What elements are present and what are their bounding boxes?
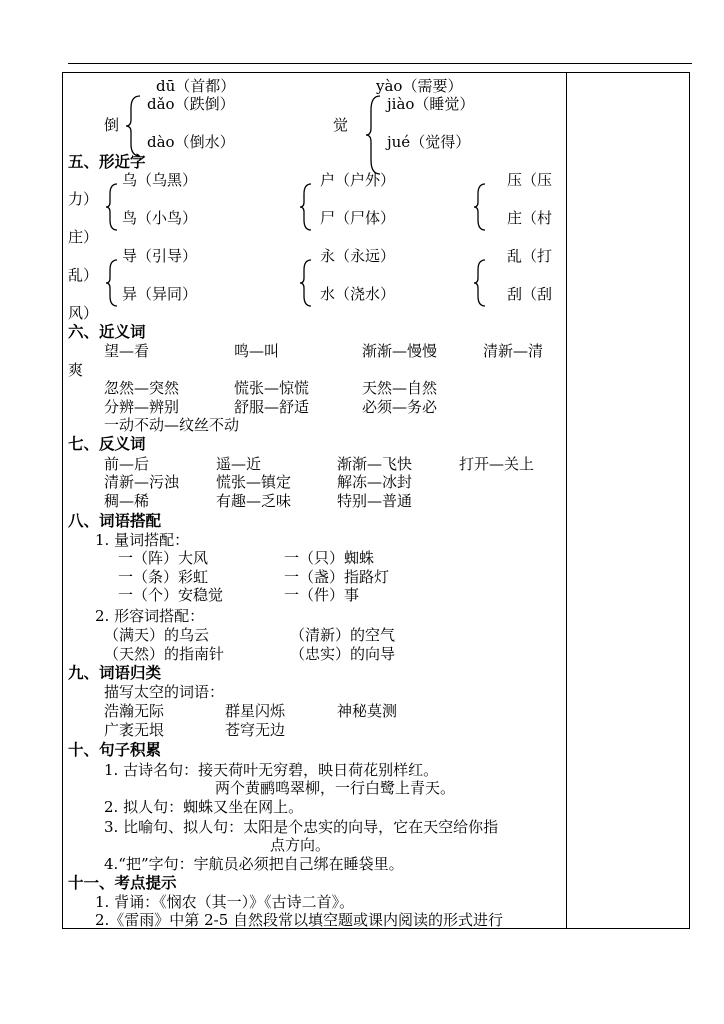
table-column-divider [566,72,567,929]
header-rule [68,63,692,64]
section-7-title: 七、反义词 [68,435,146,453]
adjective-1: （满天）的乌云 [104,626,210,644]
similar-tail2: 风） [68,304,99,322]
antonym-3: 渐渐—飞快 [337,455,413,473]
polyphone-dao4: dào（倒水） [147,133,235,151]
similar-lead1: 力） [68,190,99,208]
similar-b1: 户（户外） [320,171,396,189]
antonym-6: 慌张—镇定 [216,473,292,491]
polyphone-jue: jué（觉得） [387,133,471,151]
antonym-5: 清新—污浊 [104,473,180,491]
measure-word-3: 一（条）彩虹 [118,568,209,586]
space-word-2: 群星闪烁 [225,702,286,720]
exam-point-2: 2.《雷雨》中第 2-5 自然段常以填空题或课内阅读的形式进行 [95,911,504,929]
antonym-4: 打开—关上 [459,455,535,473]
synonym-5: 忽然—突然 [104,379,180,397]
adjective-2: （清新）的空气 [290,626,396,644]
brace-similar-b [298,182,314,232]
sentence-2: 2. 拟人句：蜘蛛又坐在网上。 [104,798,304,816]
sentence-4: 4.“把”字句：宇航员必须把自己绑在睡袋里。 [104,855,404,873]
antonym-9: 有趣—乏味 [216,492,292,510]
table-right-border [689,72,690,929]
section-5-title: 五、形近字 [68,153,146,171]
measure-word-heading: 1. 量词搭配： [95,531,190,549]
polyphone-jiao: jiào（睡觉） [387,95,475,113]
synonym-1: 望—看 [104,342,150,360]
synonym-6: 慌张—惊慌 [234,379,310,397]
adjective-4: （忠实）的向导 [290,645,396,663]
measure-word-2: 一（只）蜘蛛 [284,549,375,567]
exam-point-1: 1. 背诵：《悯农（其一）》《古诗二首》。 [95,893,355,911]
table-top-border [62,72,690,73]
adjective-heading: 2. 形容词搭配： [95,607,205,625]
synonym-2: 鸣—叫 [234,342,280,360]
section-11-title: 十一、考点提示 [68,874,177,892]
brace-similar-c [472,182,488,232]
antonym-8: 稠—稀 [104,492,150,510]
sentence-1: 1. 古诗名句：接天荷叶无穷碧，映日荷花别样红。 [104,761,439,779]
similar-c4: 刮（刮 [507,285,553,303]
section-6-title: 六、近义词 [68,323,146,341]
adjective-3: （天然）的指南针 [104,645,225,663]
space-word-3: 神秘莫测 [337,702,398,720]
synonym-4: 清新—清 [483,342,544,360]
polyphone-yao: yào（需要） [376,77,463,95]
synonym-4-wrap: 爽 [68,361,84,379]
measure-word-5: 一（个）安稳觉 [118,586,224,604]
measure-word-4: 一（盏）指路灯 [284,568,390,586]
space-word-5: 苍穹无边 [225,721,286,739]
synonym-8: 分辨—辨别 [104,398,180,416]
section-9-title: 九、词语归类 [68,664,162,682]
table-left-border [62,72,63,929]
brace-jue [364,94,384,176]
sentence-3b: 点方向。 [270,836,331,854]
similar-b3: 永（永远） [320,247,396,265]
space-words-heading: 描写太空的词语： [104,683,225,701]
brace-similar-d [104,258,120,308]
section-8-title: 八、词语搭配 [68,512,162,530]
polyphone-dao3: dǎo（跌倒） [147,95,235,113]
synonym-11: 一动不动—纹丝不动 [104,416,240,434]
similar-c3: 乱（打 [507,247,553,265]
polyphone-char-dao: 倒 [104,116,120,134]
space-word-4: 广袤无垠 [104,721,165,739]
similar-a1: 乌（乌黑） [122,171,198,189]
synonym-3: 渐渐—慢慢 [362,342,438,360]
synonym-9: 舒服—舒适 [234,398,310,416]
similar-a4: 异（异同） [122,285,198,303]
sentence-3: 3. 比喻句、拟人句：太阳是个忠实的向导，它在天空给你指 [104,818,499,836]
similar-b4: 水（浇水） [320,285,396,303]
polyphone-du: dū（首都） [156,77,236,95]
similar-c1: 压（压 [507,171,553,189]
similar-b2: 尸（尸体） [320,209,396,227]
antonym-2: 遥—近 [216,455,262,473]
antonym-7: 解冻—冰封 [337,473,413,491]
brace-similar-f [472,258,488,308]
brace-similar-e [298,258,314,308]
similar-a3: 导（引导） [122,247,198,265]
measure-word-6: 一（件）事 [284,586,360,604]
similar-c2: 庄（村 [507,209,553,227]
synonym-7: 天然—自然 [362,379,438,397]
similar-a2: 鸟（小鸟） [122,209,198,227]
sentence-1b: 两个黄鹂鸣翠柳，一行白鹭上青天。 [215,779,456,797]
antonym-10: 特别—普通 [337,492,413,510]
measure-word-1: 一（阵）大风 [118,549,209,567]
similar-lead2: 乱） [68,266,99,284]
section-10-title: 十、句子积累 [68,741,162,759]
similar-tail1: 庄） [68,228,99,246]
brace-similar-a [104,182,120,232]
synonym-10: 必须—务必 [362,398,438,416]
polyphone-char-jue: 觉 [333,116,349,134]
brace-dao [124,94,144,158]
space-word-1: 浩瀚无际 [104,702,165,720]
antonym-1: 前—后 [104,455,150,473]
